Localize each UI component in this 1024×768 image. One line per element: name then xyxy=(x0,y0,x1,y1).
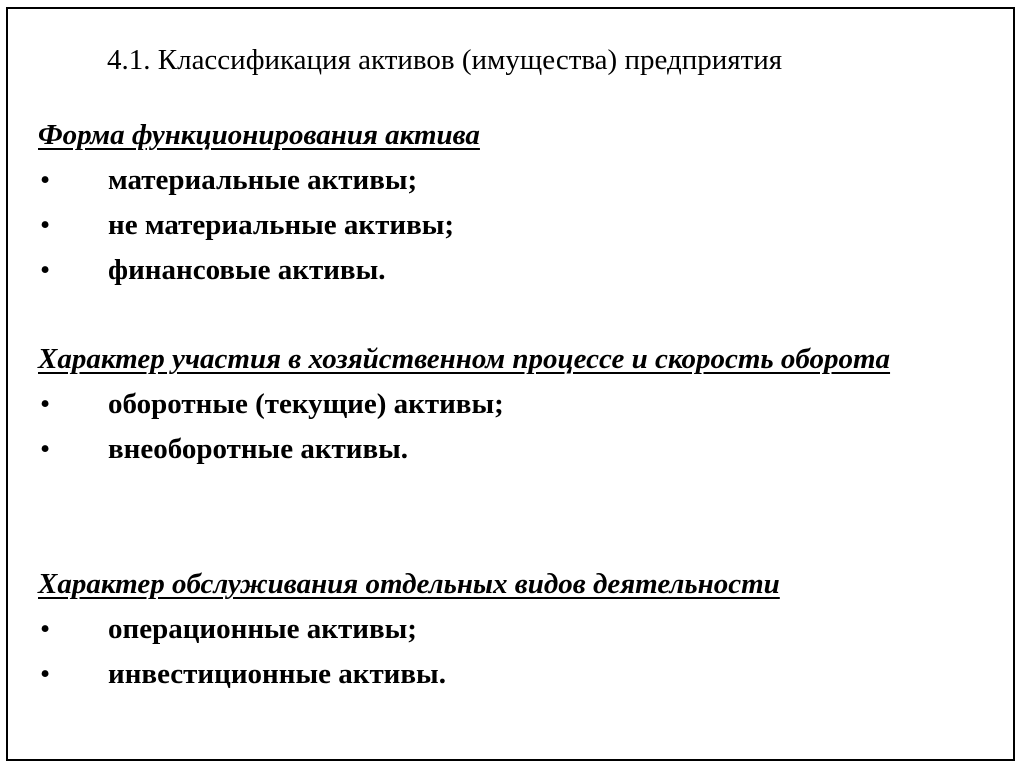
list-item xyxy=(38,652,938,697)
bullet-list xyxy=(38,607,938,697)
section-heading: Характер обслуживания отдельных видов деятельности xyxy=(38,568,780,600)
bullet-list xyxy=(38,158,938,293)
section-functioning-form xyxy=(38,113,938,293)
list-item xyxy=(38,427,938,472)
bullet-icon: • xyxy=(40,209,51,241)
list-item xyxy=(38,203,938,248)
list-item xyxy=(38,248,938,293)
section-service-character xyxy=(38,562,938,697)
list-item-text: материальные активы; xyxy=(108,164,418,196)
list-item xyxy=(38,158,938,203)
bullet-icon: • xyxy=(40,658,51,690)
list-item-text: операционные активы; xyxy=(108,613,417,645)
list-item-text: финансовые активы. xyxy=(108,254,386,286)
section-participation-character xyxy=(38,337,938,472)
list-item-text: внеоборотные активы. xyxy=(108,433,409,465)
bullet-icon: • xyxy=(40,613,51,645)
bullet-list xyxy=(38,382,938,472)
bullet-icon: • xyxy=(40,388,51,420)
slide-title: 4.1. Классификация активов (имущества) предприятия xyxy=(107,44,783,76)
list-item-text: не материальные активы; xyxy=(108,209,455,241)
list-item xyxy=(38,607,938,652)
bullet-icon: • xyxy=(40,254,51,286)
section-heading: Форма функционирования актива xyxy=(38,119,480,151)
list-item-text: инвестиционные активы. xyxy=(108,658,446,690)
list-item-text: оборотные (текущие) активы; xyxy=(108,388,504,420)
section-heading: Характер участия в хозяйственном процессе и скорость оборота xyxy=(38,343,891,375)
bullet-icon: • xyxy=(40,164,51,196)
list-item xyxy=(38,382,938,427)
bullet-icon: • xyxy=(40,433,51,465)
